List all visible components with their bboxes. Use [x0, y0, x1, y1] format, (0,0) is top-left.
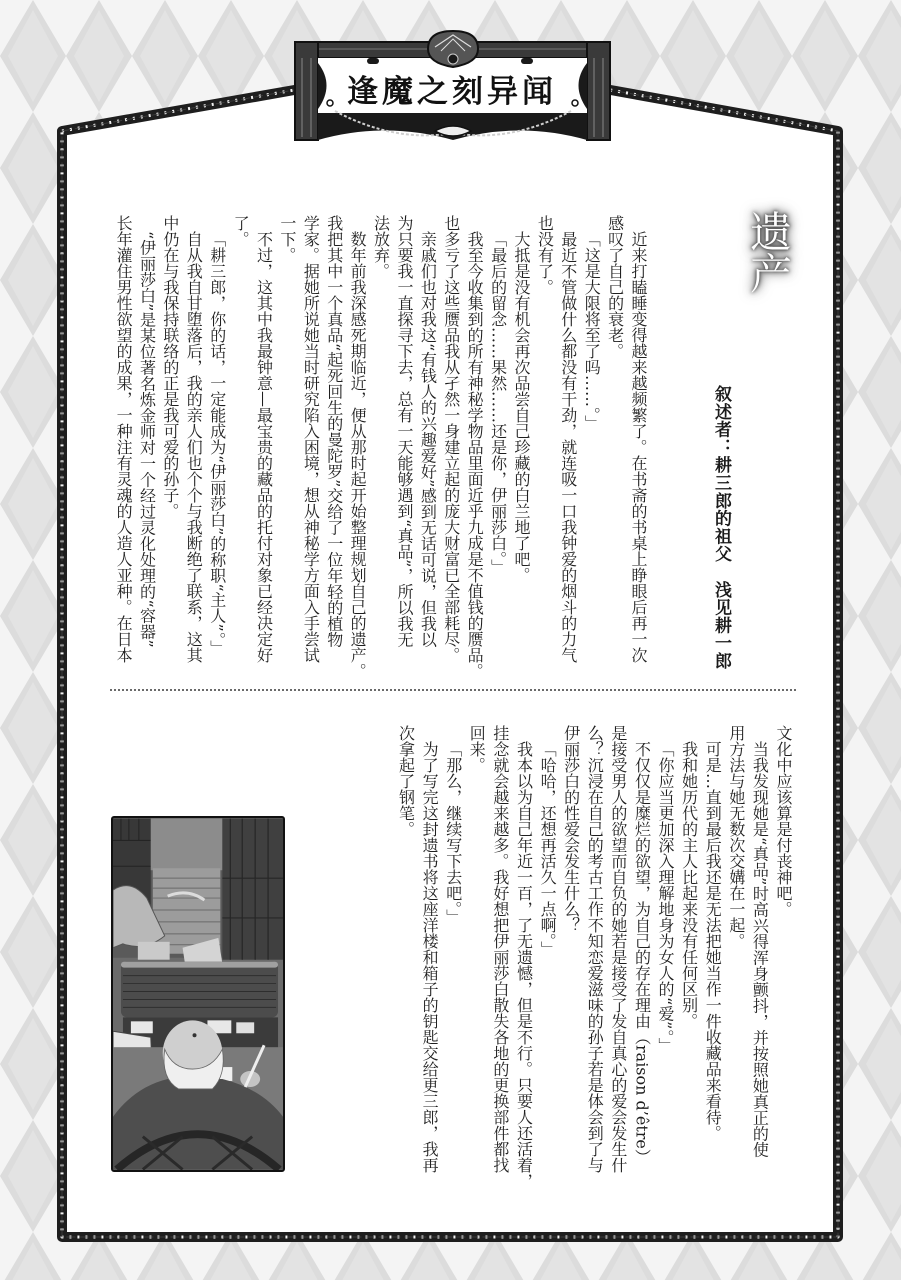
text-column: 学家。据她所说她当时研究陷入困境，想从神秘学方面入手尝试	[301, 215, 321, 663]
text-column: 伊丽莎白的性爱会发生什么？	[561, 725, 581, 933]
text-column: 了。	[231, 215, 251, 247]
text-column: 我把其中一个真品“起死回生的曼陀罗”交给了一位年轻的植物	[324, 215, 344, 648]
text-column: 最近不管做什么都没有干劲，就连吸一口我钟爱的烟斗的力气	[558, 231, 578, 663]
text-column: 是接受男人的欲望而自负的她若是接受了发自真心的爱会发生什	[608, 725, 628, 1173]
text-column: 挂念就会越来越多。我好想把伊丽莎白散失各地的更换部件都找	[490, 725, 510, 1173]
series-title: 逢魔之刻异闻	[347, 74, 557, 110]
text-column: 可是…直到最后我还是无法把她当作一件收藏品来看待。	[703, 741, 723, 1141]
text-column: 法放弃。	[371, 215, 391, 279]
text-column: 感叹了自己的衰老。	[605, 215, 625, 359]
text-column: 「哈哈，还想再活久一点啊。」	[538, 741, 558, 957]
text-column: 「耕三郎，你的话，一定能成为“伊丽莎白”的称职“主人”。」	[207, 231, 227, 656]
text-column: 不仅仅是糜烂的欲望，为自己的存在理由（raison d’être）	[632, 741, 652, 1165]
text-column: 当我发现她是“真品”时高兴得浑身颤抖，并按照她真正的使	[750, 741, 770, 1158]
text-column: 用方法与她无数次交媾在一起。	[726, 725, 746, 949]
text-column: “伊丽莎白”是某位著名炼金师对一个经过灵化处理的“容器”	[137, 231, 157, 648]
text-column: 文化中应该算是付丧神吧。	[774, 725, 793, 917]
text-column: 自从我自甘堕落后，我的亲人们也个个与我断绝了联系，这其	[184, 231, 204, 663]
text-column: 我和她历代的主人比起来没有任何区别。	[679, 741, 699, 1029]
text-column: 「这是大限将至了吗……。」	[582, 231, 602, 431]
text-column: 一下。	[277, 215, 297, 263]
text-column: 亲戚们也对我这“有钱人的兴趣爱好”感到无话可说，但我以	[418, 231, 438, 648]
text-column: 我本以为自己年近一百，了无遗憾，但是不行。只要人还活着，	[514, 741, 534, 1189]
text-column: 长年灌住男性欲望的成果，一种注有灵魂的人造人亚种。在日本	[114, 215, 134, 663]
text-column: 为了写完这封遗书将这座洋楼和箱子的钥匙交给更三郎，我再	[420, 741, 440, 1173]
text-column: 「那么，继续写下去吧。」	[443, 741, 463, 925]
illustration-old-man-at-desk	[111, 816, 285, 1172]
text-column: 大抵是没有机会再次品尝自己珍藏的白兰地了吧。	[511, 231, 531, 583]
lower-text-block	[394, 725, 795, 1205]
illustration-artwork	[113, 818, 283, 1170]
text-column: 我至今收集到的所有神秘学物品里面近乎九成是不值钱的赝品。	[465, 231, 485, 679]
text-column: 「最后的留念……果然……还是你，伊丽莎白。」	[488, 231, 508, 575]
text-column: 次拿起了钢笔。	[396, 725, 416, 837]
text-column: 不过，这其中我最钟意—最宝贵的藏品的托付对象已经决定好	[254, 231, 274, 663]
shell-ornament-icon	[428, 31, 478, 67]
text-column: 也没有了。	[535, 215, 555, 295]
narrator-credit: 叙述者：耕三郎的祖父 浅见耕一郎	[711, 385, 731, 670]
upper-text-block	[112, 215, 650, 695]
text-column: 中仍在与我保持联络的正是我可爱的孙子。	[160, 215, 180, 519]
chapter-title: 遗产	[744, 210, 793, 294]
text-column: 为只要我一直探寻下去，总有一天能够遇到“真品”，所以我无	[394, 215, 414, 648]
text-column: 近来打瞌睡变得越来越频繁了。在书斋的书桌上睁眼后再一次	[629, 231, 648, 663]
dotted-divider	[110, 689, 796, 691]
text-column: 么？沉浸在自己的考古工作不知恋爱滋味的孙子若是体会到了与	[585, 725, 605, 1173]
text-column: 也多亏了这些赝品我从孑然一身建立起的庞大财富已全部耗尽。	[441, 215, 461, 663]
text-column: 数年前我深感死期临近，便从那时起开始整理规划自己的遗产。	[348, 231, 368, 679]
text-column: 回来。	[467, 725, 487, 773]
text-column: 「你应当更加深入理解地身为女人的“爱”。」	[656, 741, 676, 1054]
